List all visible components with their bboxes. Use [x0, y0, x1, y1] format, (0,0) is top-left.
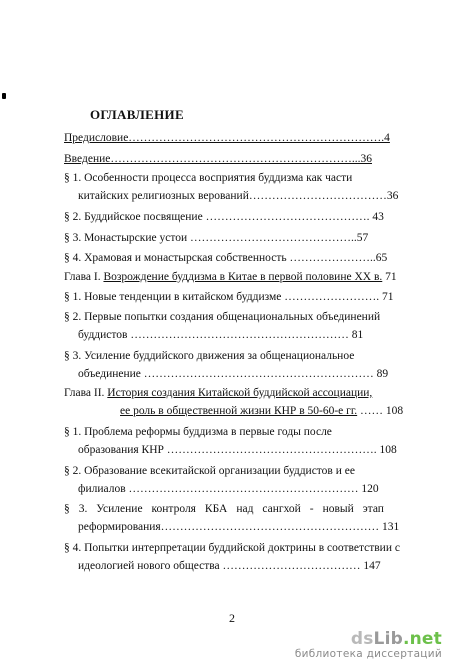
toc-line[interactable]: филиалов …………………………………………………… 120	[78, 483, 379, 495]
chapter-label: Глава II.	[64, 387, 105, 399]
toc-line[interactable]	[64, 131, 390, 145]
toc-line[interactable]: § 1. Новые тенденции в китайском буддизме ……………………. 71	[64, 291, 394, 303]
toc-line[interactable]: § 2. Образование всекитайской организации буддистов и ее	[64, 465, 355, 477]
word: новый	[322, 503, 354, 515]
word: сангхой	[262, 503, 301, 515]
word: над	[236, 503, 254, 515]
word: этап	[362, 503, 384, 515]
toc-line[interactable]: идеологией нового общества ……………………………… 147	[78, 560, 381, 572]
chapter-title-link[interactable]: Возрождение буддизма в Китае в первой половине ХХ в.	[103, 271, 383, 283]
toc-line[interactable]: образования КНР ………………………………………………. 108	[78, 444, 397, 456]
toc-line[interactable]: § 2. Первые попытки создания общенациональных объединений	[64, 311, 381, 323]
chapter-title-link[interactable]: История создания Китайской буддийской ассоциации,	[107, 387, 373, 399]
scan-mark	[2, 93, 6, 99]
toc-line[interactable]: § 1. Особенности процесса восприятия буддизма как части	[64, 172, 353, 184]
chapter-page: …… 108	[360, 405, 404, 417]
word: Усиление	[96, 503, 143, 515]
toc-chapter-line-cont[interactable]	[120, 404, 403, 418]
word: -	[309, 503, 314, 515]
toc-line[interactable]: § 4. Попытки интерпретации буддийской доктрины в соответствии с	[64, 542, 400, 554]
watermark-logo	[295, 629, 442, 649]
toc-link[interactable]: Предисловие………………………………………………………….4	[64, 132, 390, 144]
chapter-label: Глава I.	[64, 271, 101, 283]
chapter-page: 71	[385, 271, 397, 283]
toc-line-justified[interactable]	[64, 502, 384, 516]
toc-line[interactable]	[64, 152, 372, 166]
logo-net: .net	[402, 629, 442, 649]
toc-line[interactable]: буддистов ………………………………………………… 81	[78, 329, 364, 341]
logo-ds: ds	[350, 629, 374, 649]
toc-chapter-line[interactable]	[64, 386, 372, 400]
watermark-subtitle: библиотека диссертаций	[294, 648, 442, 660]
toc-line[interactable]: § 4. Храмовая и монастырская собственность …………………..65	[64, 252, 388, 264]
logo-lib: Lib	[373, 629, 403, 649]
page-number: 2	[229, 611, 235, 625]
chapter-title-link[interactable]: ее роль в общественной жизни КНР в 50-60-е гг.	[120, 405, 358, 417]
toc-line[interactable]: § 1. Проблема реформы буддизма в первые годы после	[64, 426, 332, 438]
watermark	[295, 629, 442, 660]
word: 3.	[78, 503, 88, 515]
toc-line[interactable]: китайских религиозных верований………………………………36	[78, 190, 399, 202]
toc-line[interactable]: § 3. Монастырские устои ……………………………………..57	[64, 232, 369, 244]
toc-chapter-line[interactable]	[64, 270, 397, 284]
toc-line[interactable]: § 3. Усиление буддийского движения за общенациональное	[64, 350, 355, 362]
toc-line[interactable]: реформирования………………………………………………… 131	[78, 521, 400, 533]
toc-line[interactable]: объединение …………………………………………………… 89	[78, 368, 389, 380]
toc-link[interactable]: Введение………………………………………………………...36	[64, 153, 372, 165]
word: §	[64, 503, 70, 515]
toc-title: ОГЛАВЛЕНИЕ	[90, 107, 184, 122]
toc-line[interactable]: § 2. Буддийское посвящение ……………………………………. 43	[64, 211, 384, 223]
word: контроля	[151, 503, 196, 515]
word: КБА	[204, 503, 228, 515]
